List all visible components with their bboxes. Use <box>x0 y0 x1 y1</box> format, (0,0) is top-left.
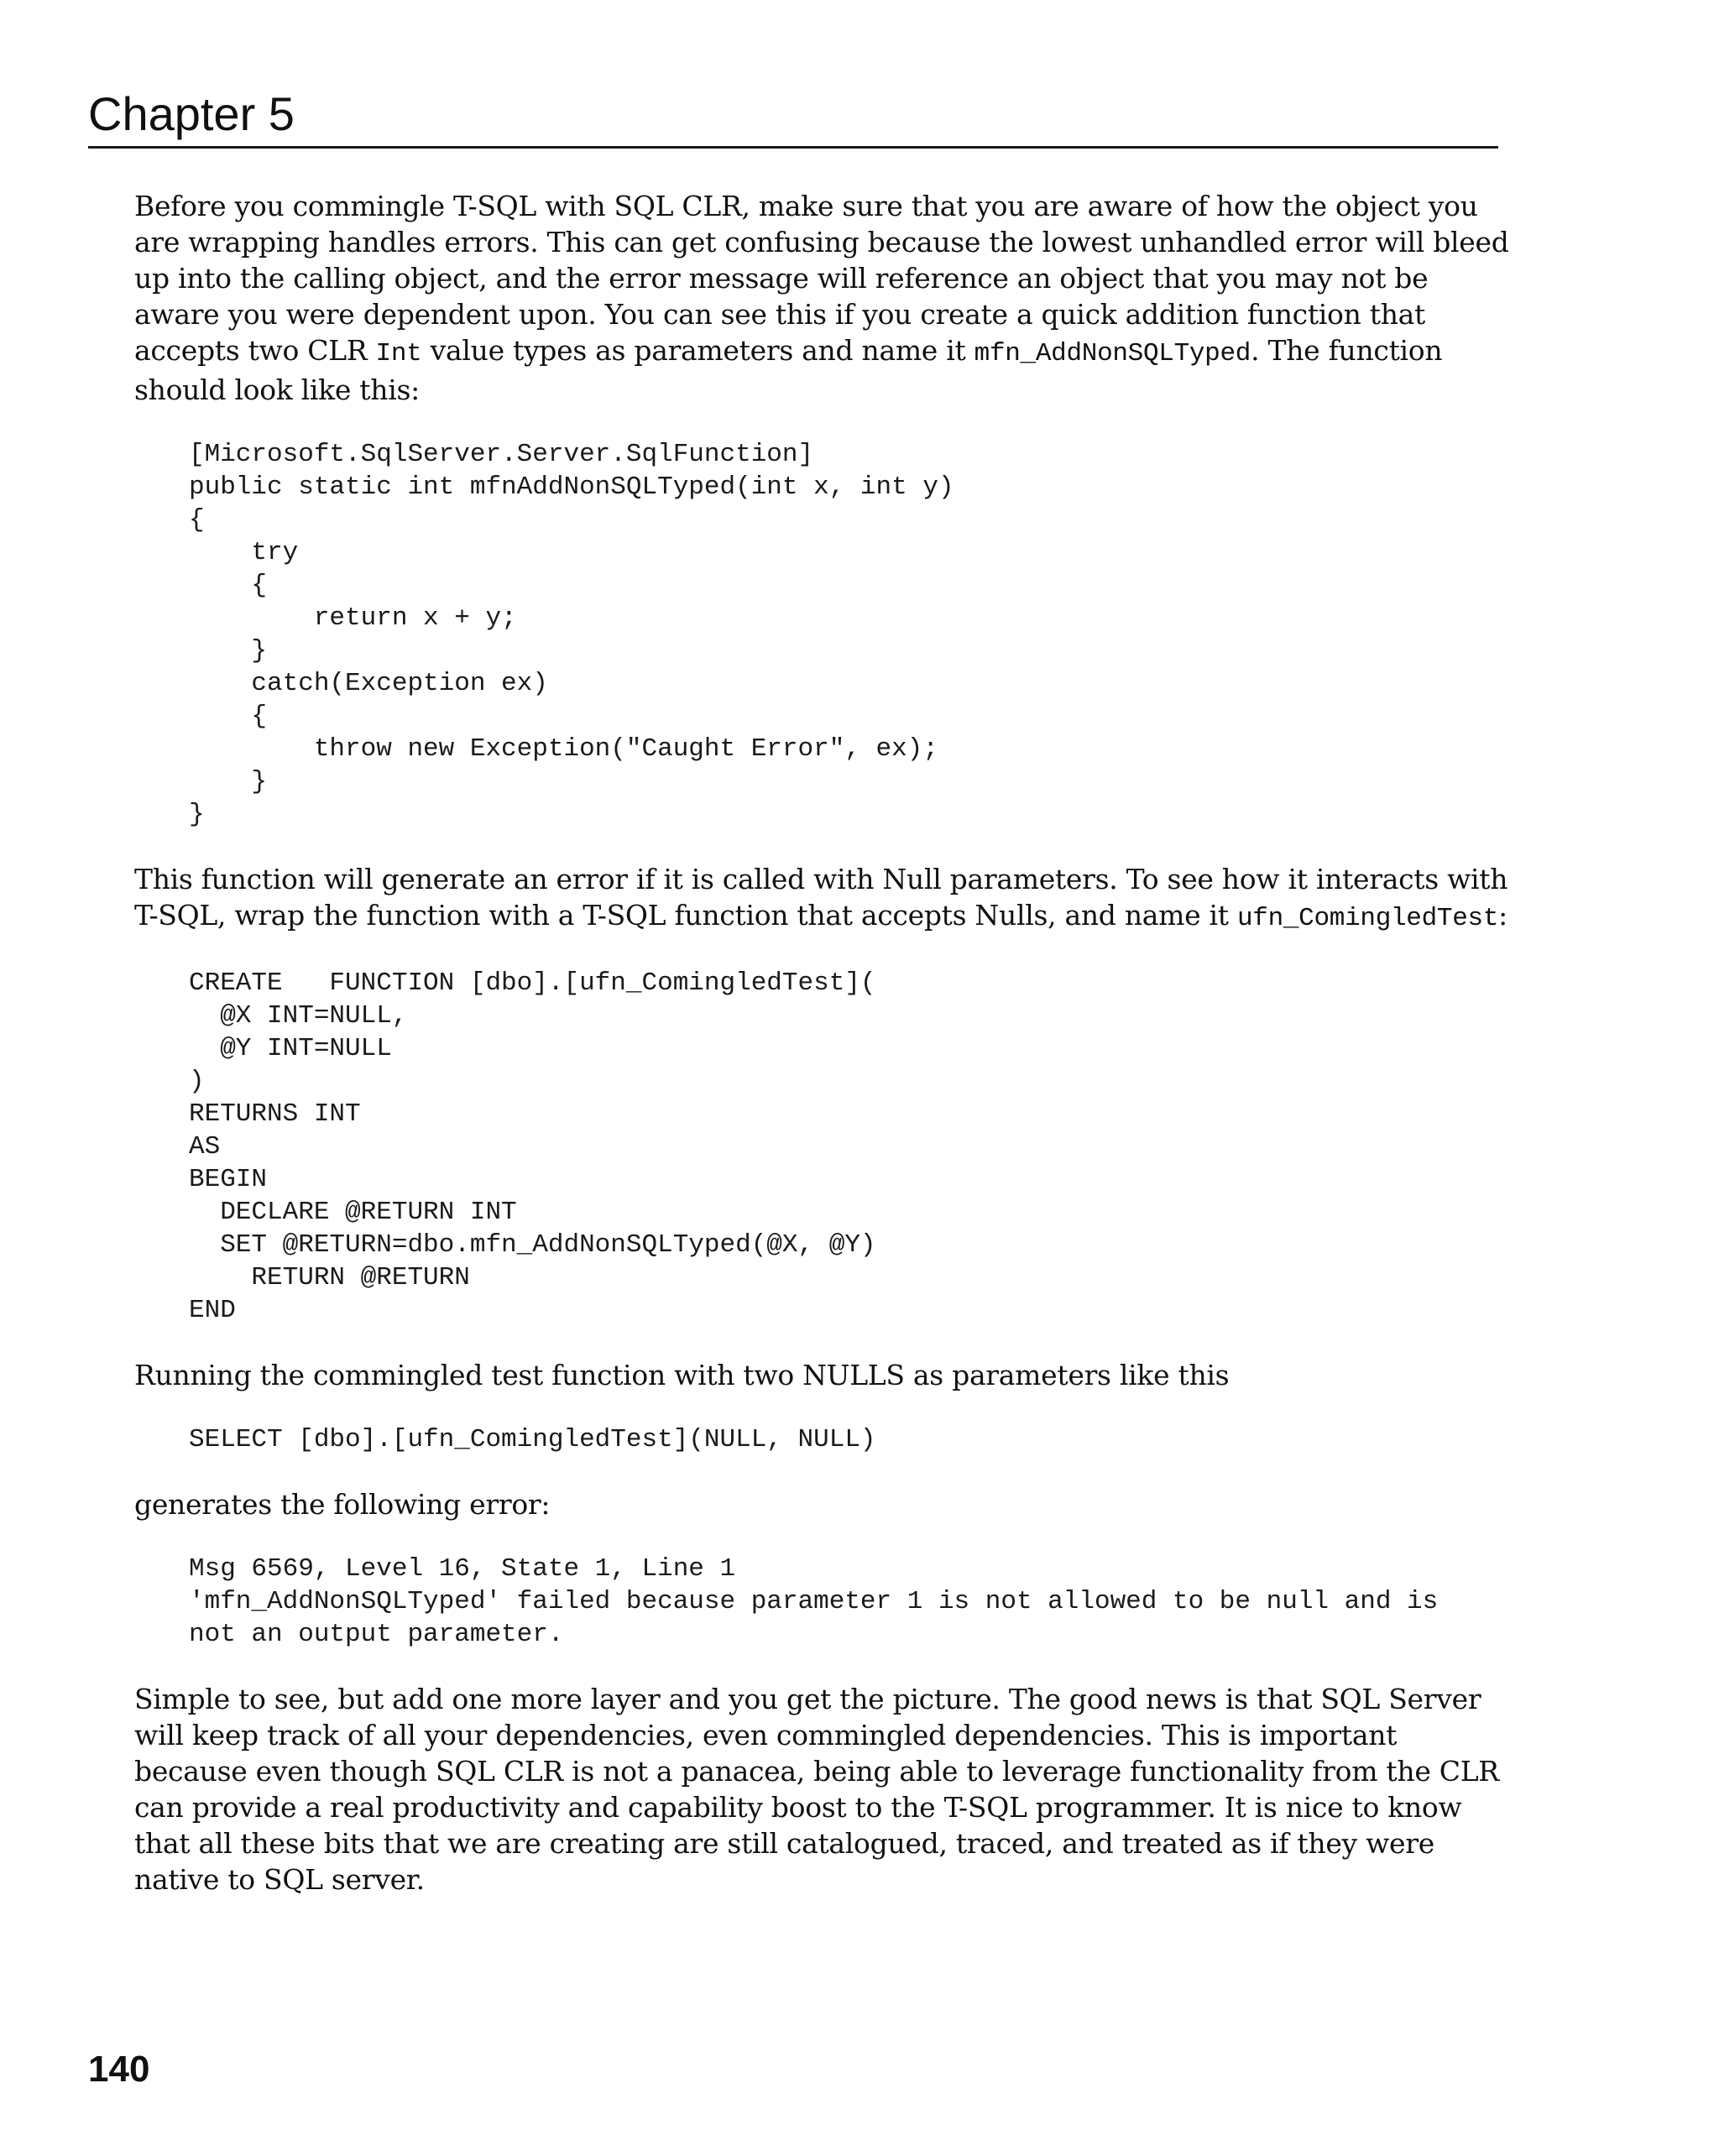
code-block-error-message: Msg 6569, Level 16, State 1, Line 1 'mfn_AddNonSQLTyped' failed because parameter 1 is not allowed to be null and is not an output parameter. <box>189 1554 1439 1649</box>
inline-code-int: Int <box>375 339 422 368</box>
intro-text-3: . The function should look like this: <box>134 334 1443 406</box>
code-block-select-call: SELECT [dbo].[ufn_ComingledTest](NULL, NULL) <box>189 1425 876 1454</box>
page-content <box>134 188 1511 1898</box>
wrap-paragraph <box>134 861 1511 937</box>
inline-code-ufn: ufn_ComingledTest <box>1236 904 1499 933</box>
generates-paragraph: generates the following error: <box>134 1488 551 1521</box>
code-block-tsql-function: CREATE FUNCTION [dbo].[ufn_ComingledTest]( @X INT=NULL, @Y INT=NULL ) RETURNS INT AS BEGIN DECLARE @RETURN INT SET @RETURN=dbo.mfn_AddNonSQLTyped(@X, @Y) RETURN @RETURN END <box>189 968 876 1325</box>
chapter-header <box>88 84 1498 149</box>
intro-paragraph <box>134 188 1511 408</box>
code-block-csharp-function: [Microsoft.SqlServer.Server.SqlFunction] public static int mfnAddNonSQLTyped(int x, int y) { try { return x + y; } catch(Exception ex) { throw new Exception("Caught Error", ex); } } <box>189 440 954 829</box>
inline-code-function-name: mfn_AddNonSQLTyped <box>974 339 1251 368</box>
chapter-title: Chapter 5 <box>88 87 295 140</box>
conclusion-paragraph: Simple to see, but add one more layer and you get the picture. The good news is that SQL Server will keep track of all your dependencies, even commingled dependencies. This is important because even though SQL CLR is not a panacea, being able to leverage functionality from the CLR can provide a real productivity and capability boost to the T-SQL programmer. It is nice to know that all these bits that we are creating are still catalogued, traced, and treated as if they were native to SQL server. <box>134 1683 1499 1896</box>
page-number: 140 <box>88 2049 150 2090</box>
wrap-text-1: This function will generate an error if it is called with Null parameters. To see how it interacts with T-SQL, wrap the function with a T-SQL function that accepts Nulls, and name it <box>134 863 1508 932</box>
running-paragraph: Running the commingled test function with two NULLS as parameters like this <box>134 1359 1230 1391</box>
intro-text-2: value types as parameters and name it <box>421 334 974 367</box>
wrap-text-2: : <box>1498 899 1507 932</box>
intro-text-1: Before you commingle T-SQL with SQL CLR, make sure that you are aware of how the object you are wrapping handles errors. This can get confusing because the lowest unhandled error will bleed up into the calling object, and the error message will reference an object that you may not be aware you were dependent upon. You can see this if you create a quick addition function that accepts two CLR <box>134 190 1509 367</box>
